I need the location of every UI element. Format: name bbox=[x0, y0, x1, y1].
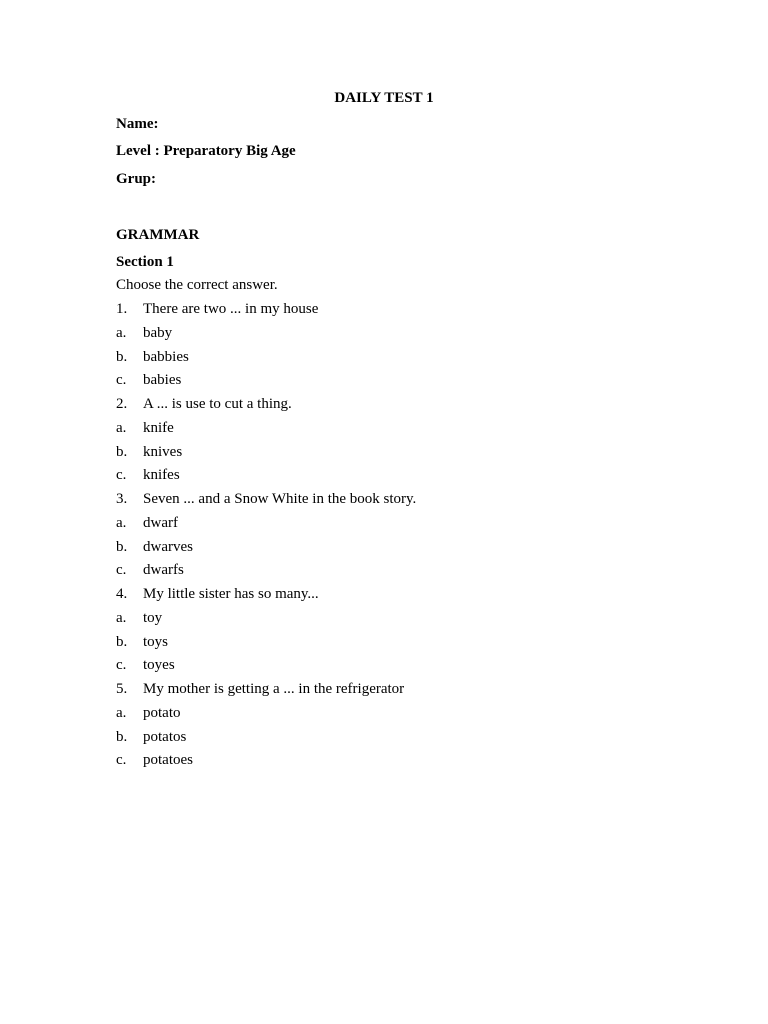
option-letter: b. bbox=[116, 348, 128, 365]
option-letter: c. bbox=[116, 467, 127, 484]
question-number: 2. bbox=[116, 396, 128, 412]
option-text: knife bbox=[143, 419, 174, 436]
question-text: Seven ... and a Snow White in the book story. bbox=[143, 491, 417, 507]
option-text: potatoes bbox=[143, 752, 193, 769]
instruction-text: Choose the correct answer. bbox=[116, 277, 278, 293]
option-letter: a. bbox=[116, 419, 127, 436]
name-label: Name: bbox=[116, 116, 159, 132]
document-title: DAILY TEST 1 bbox=[334, 90, 434, 106]
option-text: knifes bbox=[143, 467, 180, 484]
option-text: toys bbox=[143, 633, 169, 650]
option-text: dwarfs bbox=[143, 562, 184, 579]
option-letter: b. bbox=[116, 728, 128, 745]
group-label: Grup: bbox=[116, 171, 157, 187]
option-letter: c. bbox=[116, 372, 127, 389]
option-letter: a. bbox=[116, 324, 127, 341]
section-heading: Section 1 bbox=[116, 254, 174, 270]
option-text: potato bbox=[143, 704, 181, 721]
option-text: potatos bbox=[143, 728, 187, 745]
question-number: 1. bbox=[116, 301, 128, 317]
question-text: A ... is use to cut a thing. bbox=[143, 396, 292, 412]
question-number: 4. bbox=[116, 586, 128, 602]
question-text: There are two ... in my house bbox=[143, 301, 319, 317]
option-letter: a. bbox=[116, 609, 127, 626]
option-letter: a. bbox=[116, 514, 127, 531]
question-text: My little sister has so many... bbox=[143, 586, 319, 602]
option-letter: c. bbox=[116, 562, 127, 579]
option-text: dwarf bbox=[143, 514, 178, 531]
question-number: 3. bbox=[116, 491, 128, 507]
option-text: babbies bbox=[143, 348, 189, 365]
option-letter: b. bbox=[116, 443, 128, 460]
option-text: baby bbox=[143, 324, 173, 341]
option-letter: b. bbox=[116, 538, 128, 555]
option-letter: b. bbox=[116, 633, 128, 650]
grammar-heading: GRAMMAR bbox=[116, 227, 200, 243]
level-label: Level : Preparatory Big Age bbox=[116, 143, 296, 159]
option-text: dwarves bbox=[143, 538, 193, 555]
option-text: toy bbox=[143, 609, 163, 626]
option-letter: c. bbox=[116, 752, 127, 769]
option-text: knives bbox=[143, 443, 183, 460]
option-letter: a. bbox=[116, 704, 127, 721]
question-text: My mother is getting a ... in the refrigerator bbox=[143, 681, 405, 697]
option-text: babies bbox=[143, 372, 182, 389]
question-number: 5. bbox=[116, 681, 128, 697]
option-text: toyes bbox=[143, 657, 175, 674]
option-letter: c. bbox=[116, 657, 127, 674]
